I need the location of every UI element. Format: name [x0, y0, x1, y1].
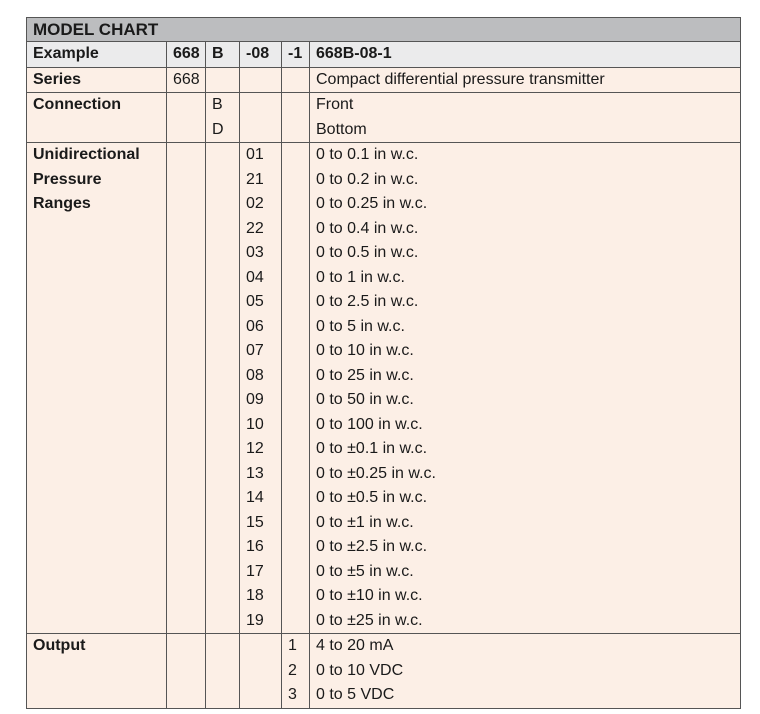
ranges-label [27, 339, 167, 364]
ranges-label [27, 535, 167, 560]
empty-cell [167, 364, 206, 389]
empty-cell [167, 560, 206, 585]
empty-cell [167, 315, 206, 340]
ranges-label [27, 437, 167, 462]
ranges-code: 18 [240, 584, 282, 609]
empty-cell [206, 315, 240, 340]
ranges-label [27, 388, 167, 413]
empty-cell [240, 659, 282, 684]
ranges-row [27, 486, 741, 511]
example-output: -1 [282, 42, 310, 68]
ranges-row [27, 462, 741, 487]
ranges-code: 15 [240, 511, 282, 536]
empty-cell [282, 560, 310, 585]
empty-cell [206, 659, 240, 684]
ranges-row [27, 413, 741, 438]
ranges-description: 0 to 5 in w.c. [310, 315, 741, 340]
empty-cell [167, 535, 206, 560]
example-row [27, 42, 741, 68]
ranges-label [27, 266, 167, 291]
empty-cell [167, 118, 206, 143]
empty-cell [206, 609, 240, 634]
empty-cell [206, 634, 240, 659]
ranges-code: 19 [240, 609, 282, 634]
empty-cell [282, 609, 310, 634]
empty-cell [282, 462, 310, 487]
empty-cell [240, 683, 282, 708]
empty-cell [282, 290, 310, 315]
output-code: 2 [282, 659, 310, 684]
connection-label: Connection [27, 93, 167, 118]
empty-cell [282, 266, 310, 291]
ranges-row [27, 437, 741, 462]
ranges-row [27, 266, 741, 291]
connection-code: B [206, 93, 240, 118]
empty-cell [206, 462, 240, 487]
ranges-code: 22 [240, 217, 282, 242]
empty-cell [167, 168, 206, 193]
empty-cell [282, 511, 310, 536]
ranges-description: 0 to 100 in w.c. [310, 413, 741, 438]
empty-cell [206, 143, 240, 168]
ranges-code: 13 [240, 462, 282, 487]
output-description: 0 to 5 VDC [310, 683, 741, 708]
empty-cell [282, 192, 310, 217]
ranges-row [27, 192, 741, 217]
empty-cell [282, 486, 310, 511]
empty-cell [282, 118, 310, 143]
ranges-description: 0 to ±0.1 in w.c. [310, 437, 741, 462]
ranges-description: 0 to ±2.5 in w.c. [310, 535, 741, 560]
empty-cell [282, 315, 310, 340]
ranges-code: 14 [240, 486, 282, 511]
ranges-description: 0 to ±5 in w.c. [310, 560, 741, 585]
empty-cell [167, 413, 206, 438]
ranges-row [27, 511, 741, 536]
empty-cell [167, 388, 206, 413]
ranges-row [27, 241, 741, 266]
empty-cell [167, 683, 206, 708]
empty-cell [282, 437, 310, 462]
ranges-code: 08 [240, 364, 282, 389]
ranges-code: 21 [240, 168, 282, 193]
empty-cell [282, 168, 310, 193]
connection-description: Bottom [310, 118, 741, 143]
ranges-label: Ranges [27, 192, 167, 217]
empty-cell [282, 67, 310, 93]
empty-cell [167, 339, 206, 364]
empty-cell [167, 217, 206, 242]
empty-cell [167, 241, 206, 266]
ranges-description: 0 to ±0.5 in w.c. [310, 486, 741, 511]
ranges-code: 03 [240, 241, 282, 266]
empty-cell [206, 266, 240, 291]
empty-cell [240, 93, 282, 118]
empty-cell [206, 413, 240, 438]
chart-title: MODEL CHART [27, 18, 741, 42]
empty-cell [282, 364, 310, 389]
example-range: -08 [240, 42, 282, 68]
output-label: Output [27, 634, 167, 659]
ranges-description: 0 to 25 in w.c. [310, 364, 741, 389]
ranges-code: 05 [240, 290, 282, 315]
ranges-description: 0 to 0.5 in w.c. [310, 241, 741, 266]
ranges-label [27, 560, 167, 585]
empty-cell [167, 511, 206, 536]
ranges-row [27, 217, 741, 242]
series-row [27, 67, 741, 93]
empty-cell [167, 437, 206, 462]
empty-cell [282, 93, 310, 118]
example-connection: B [206, 42, 240, 68]
empty-cell [167, 486, 206, 511]
output-label [27, 659, 167, 684]
ranges-description: 0 to 0.2 in w.c. [310, 168, 741, 193]
empty-cell [167, 659, 206, 684]
ranges-description: 0 to 2.5 in w.c. [310, 290, 741, 315]
example-series: 668 [167, 42, 206, 68]
empty-cell [167, 609, 206, 634]
ranges-label [27, 217, 167, 242]
empty-cell [282, 339, 310, 364]
empty-cell [282, 388, 310, 413]
empty-cell [206, 560, 240, 585]
empty-cell [206, 290, 240, 315]
series-label: Series [27, 67, 167, 93]
series-description: Compact differential pressure transmitter [310, 67, 741, 93]
empty-cell [206, 511, 240, 536]
ranges-row [27, 339, 741, 364]
ranges-row [27, 364, 741, 389]
empty-cell [206, 486, 240, 511]
empty-cell [282, 535, 310, 560]
output-description: 4 to 20 mA [310, 634, 741, 659]
empty-cell [167, 634, 206, 659]
ranges-label: Pressure [27, 168, 167, 193]
ranges-code: 04 [240, 266, 282, 291]
ranges-label [27, 486, 167, 511]
ranges-row [27, 290, 741, 315]
ranges-label [27, 413, 167, 438]
empty-cell [167, 290, 206, 315]
connection-label [27, 118, 167, 143]
empty-cell [167, 93, 206, 118]
example-model: 668B-08-1 [310, 42, 741, 68]
ranges-row [27, 168, 741, 193]
output-code: 3 [282, 683, 310, 708]
ranges-code: 10 [240, 413, 282, 438]
empty-cell [282, 584, 310, 609]
ranges-description: 0 to 0.4 in w.c. [310, 217, 741, 242]
ranges-description: 0 to ±25 in w.c. [310, 609, 741, 634]
ranges-code: 01 [240, 143, 282, 168]
title-row [27, 18, 741, 42]
ranges-code: 02 [240, 192, 282, 217]
empty-cell [206, 584, 240, 609]
empty-cell [167, 584, 206, 609]
empty-cell [167, 192, 206, 217]
ranges-code: 07 [240, 339, 282, 364]
model-chart-table [26, 17, 741, 709]
ranges-label: Unidirectional [27, 143, 167, 168]
ranges-description: 0 to ±10 in w.c. [310, 584, 741, 609]
ranges-row [27, 388, 741, 413]
ranges-label [27, 241, 167, 266]
connection-description: Front [310, 93, 741, 118]
ranges-label [27, 511, 167, 536]
output-row [27, 634, 741, 659]
ranges-label [27, 290, 167, 315]
ranges-label [27, 609, 167, 634]
empty-cell [282, 217, 310, 242]
ranges-row [27, 143, 741, 168]
empty-cell [282, 241, 310, 266]
output-description: 0 to 10 VDC [310, 659, 741, 684]
output-code: 1 [282, 634, 310, 659]
empty-cell [206, 168, 240, 193]
empty-cell [206, 683, 240, 708]
ranges-row [27, 535, 741, 560]
ranges-description: 0 to 0.1 in w.c. [310, 143, 741, 168]
ranges-description: 0 to 10 in w.c. [310, 339, 741, 364]
series-code: 668 [167, 67, 206, 93]
empty-cell [282, 413, 310, 438]
ranges-code: 09 [240, 388, 282, 413]
ranges-description: 0 to 1 in w.c. [310, 266, 741, 291]
ranges-label [27, 315, 167, 340]
ranges-label [27, 462, 167, 487]
ranges-description: 0 to ±0.25 in w.c. [310, 462, 741, 487]
empty-cell [206, 217, 240, 242]
empty-cell [206, 388, 240, 413]
output-label [27, 683, 167, 708]
empty-cell [167, 266, 206, 291]
example-label: Example [27, 42, 167, 68]
ranges-row [27, 584, 741, 609]
ranges-description: 0 to ±1 in w.c. [310, 511, 741, 536]
ranges-description: 0 to 0.25 in w.c. [310, 192, 741, 217]
ranges-code: 06 [240, 315, 282, 340]
ranges-code: 16 [240, 535, 282, 560]
ranges-code: 17 [240, 560, 282, 585]
empty-cell [206, 535, 240, 560]
empty-cell [167, 143, 206, 168]
empty-cell [240, 67, 282, 93]
empty-cell [206, 192, 240, 217]
ranges-row [27, 560, 741, 585]
empty-cell [206, 67, 240, 93]
empty-cell [206, 339, 240, 364]
connection-code: D [206, 118, 240, 143]
empty-cell [206, 364, 240, 389]
ranges-code: 12 [240, 437, 282, 462]
ranges-row [27, 609, 741, 634]
ranges-row [27, 315, 741, 340]
empty-cell [240, 118, 282, 143]
empty-cell [167, 462, 206, 487]
ranges-label [27, 364, 167, 389]
ranges-label [27, 584, 167, 609]
ranges-description: 0 to 50 in w.c. [310, 388, 741, 413]
empty-cell [206, 437, 240, 462]
empty-cell [240, 634, 282, 659]
connection-row [27, 118, 741, 143]
empty-cell [206, 241, 240, 266]
output-row [27, 683, 741, 708]
output-row [27, 659, 741, 684]
connection-row [27, 93, 741, 118]
empty-cell [282, 143, 310, 168]
